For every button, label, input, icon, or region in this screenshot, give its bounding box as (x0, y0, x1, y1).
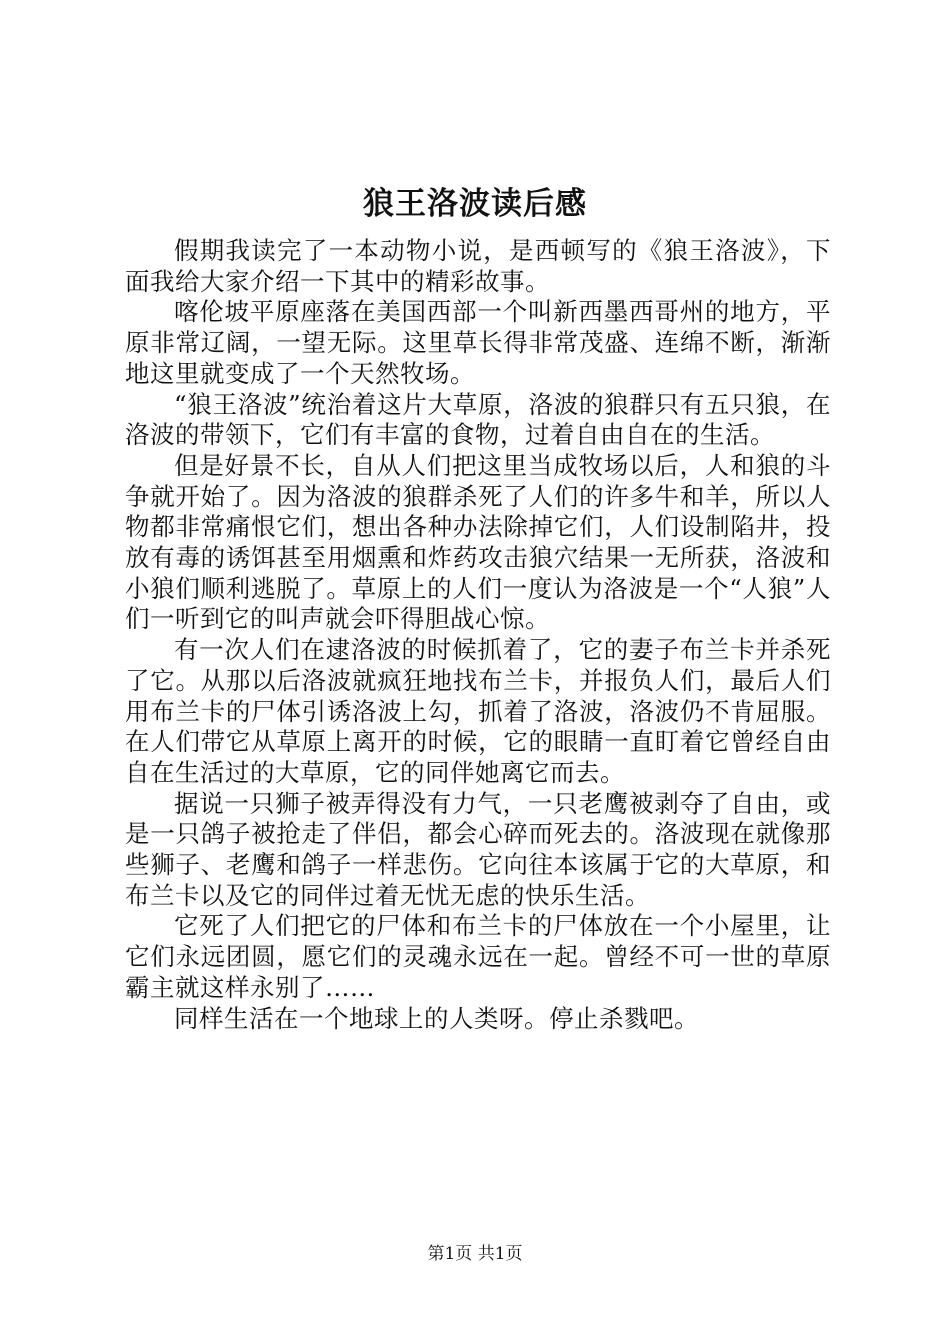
paragraph-2: 喀伦坡平原座落在美国西部一个叫新西墨西哥州的地方，平原非常辽阔，一望无际。这里草长得非常茂盛、连绵不断，渐渐地这里就变成了一个天然牧场。 (125, 297, 831, 388)
paragraph-4: 但是好景不长，自从人们把这里当成牧场以后，人和狼的斗争就开始了。因为洛波的狼群杀死了人们的许多牛和羊，所以人物都非常痛恨它们，想出各种办法除掉它们，人们设制陷井，投放有毒的诱饵甚至用烟熏和炸药攻击狼穴结果一无所获，洛波和小狼们顺利逃脱了。草原上的人们一度认为洛波是一个“人狼”人们一听到它的叫声就会吓得胆战心惊。 (125, 450, 831, 634)
paragraph-1: 假期我读完了一本动物小说，是西顿写的《狼王洛波》，下面我给大家介绍一下其中的精彩故事。 (125, 236, 831, 296)
paragraph-6: 据说一只狮子被弄得没有力气，一只老鹰被剥夺了自由，或是一只鸽子被抢走了伴侣，都会心碎而死去的。洛波现在就像那些狮子、老鹰和鸽子一样悲伤。它向往本该属于它的大草原，和布兰卡以及它的同伴过着无忧无虑的快乐生活。 (125, 788, 831, 910)
page-footer: 第1页 共1页 (427, 1244, 523, 1264)
paragraph-5: 有一次人们在逮洛波的时候抓着了，它的妻子布兰卡并杀死了它。从那以后洛波就疯狂地找布兰卡，并报负人们，最后人们用布兰卡的尸体引诱洛波上勾，抓着了洛波，洛波仍不肯屈服。在人们带它从草原上离开的时候，它的眼睛一直盯着它曾经自由自在生活过的大草原，它的同伴她离它而去。 (125, 635, 831, 787)
paragraph-8: 同样生活在一个地球上的人类呀。停止杀戮吧。 (174, 1003, 699, 1033)
paragraph-7: 它死了人们把它的尸体和布兰卡的尸体放在一个小屋里，让它们永远团圆，愿它们的灵魂永远在一起。曾经不可一世的草原霸主就这样永别了…… (125, 911, 831, 1002)
page-title: 狼王洛波读后感 (363, 186, 587, 222)
article-body (125, 236, 831, 1034)
paragraph-3: “狼王洛波”统治着这片大草原，洛波的狼群只有五只狼，在洛波的带领下，它们有丰富的食物，过着自由自在的生活。 (125, 389, 831, 450)
